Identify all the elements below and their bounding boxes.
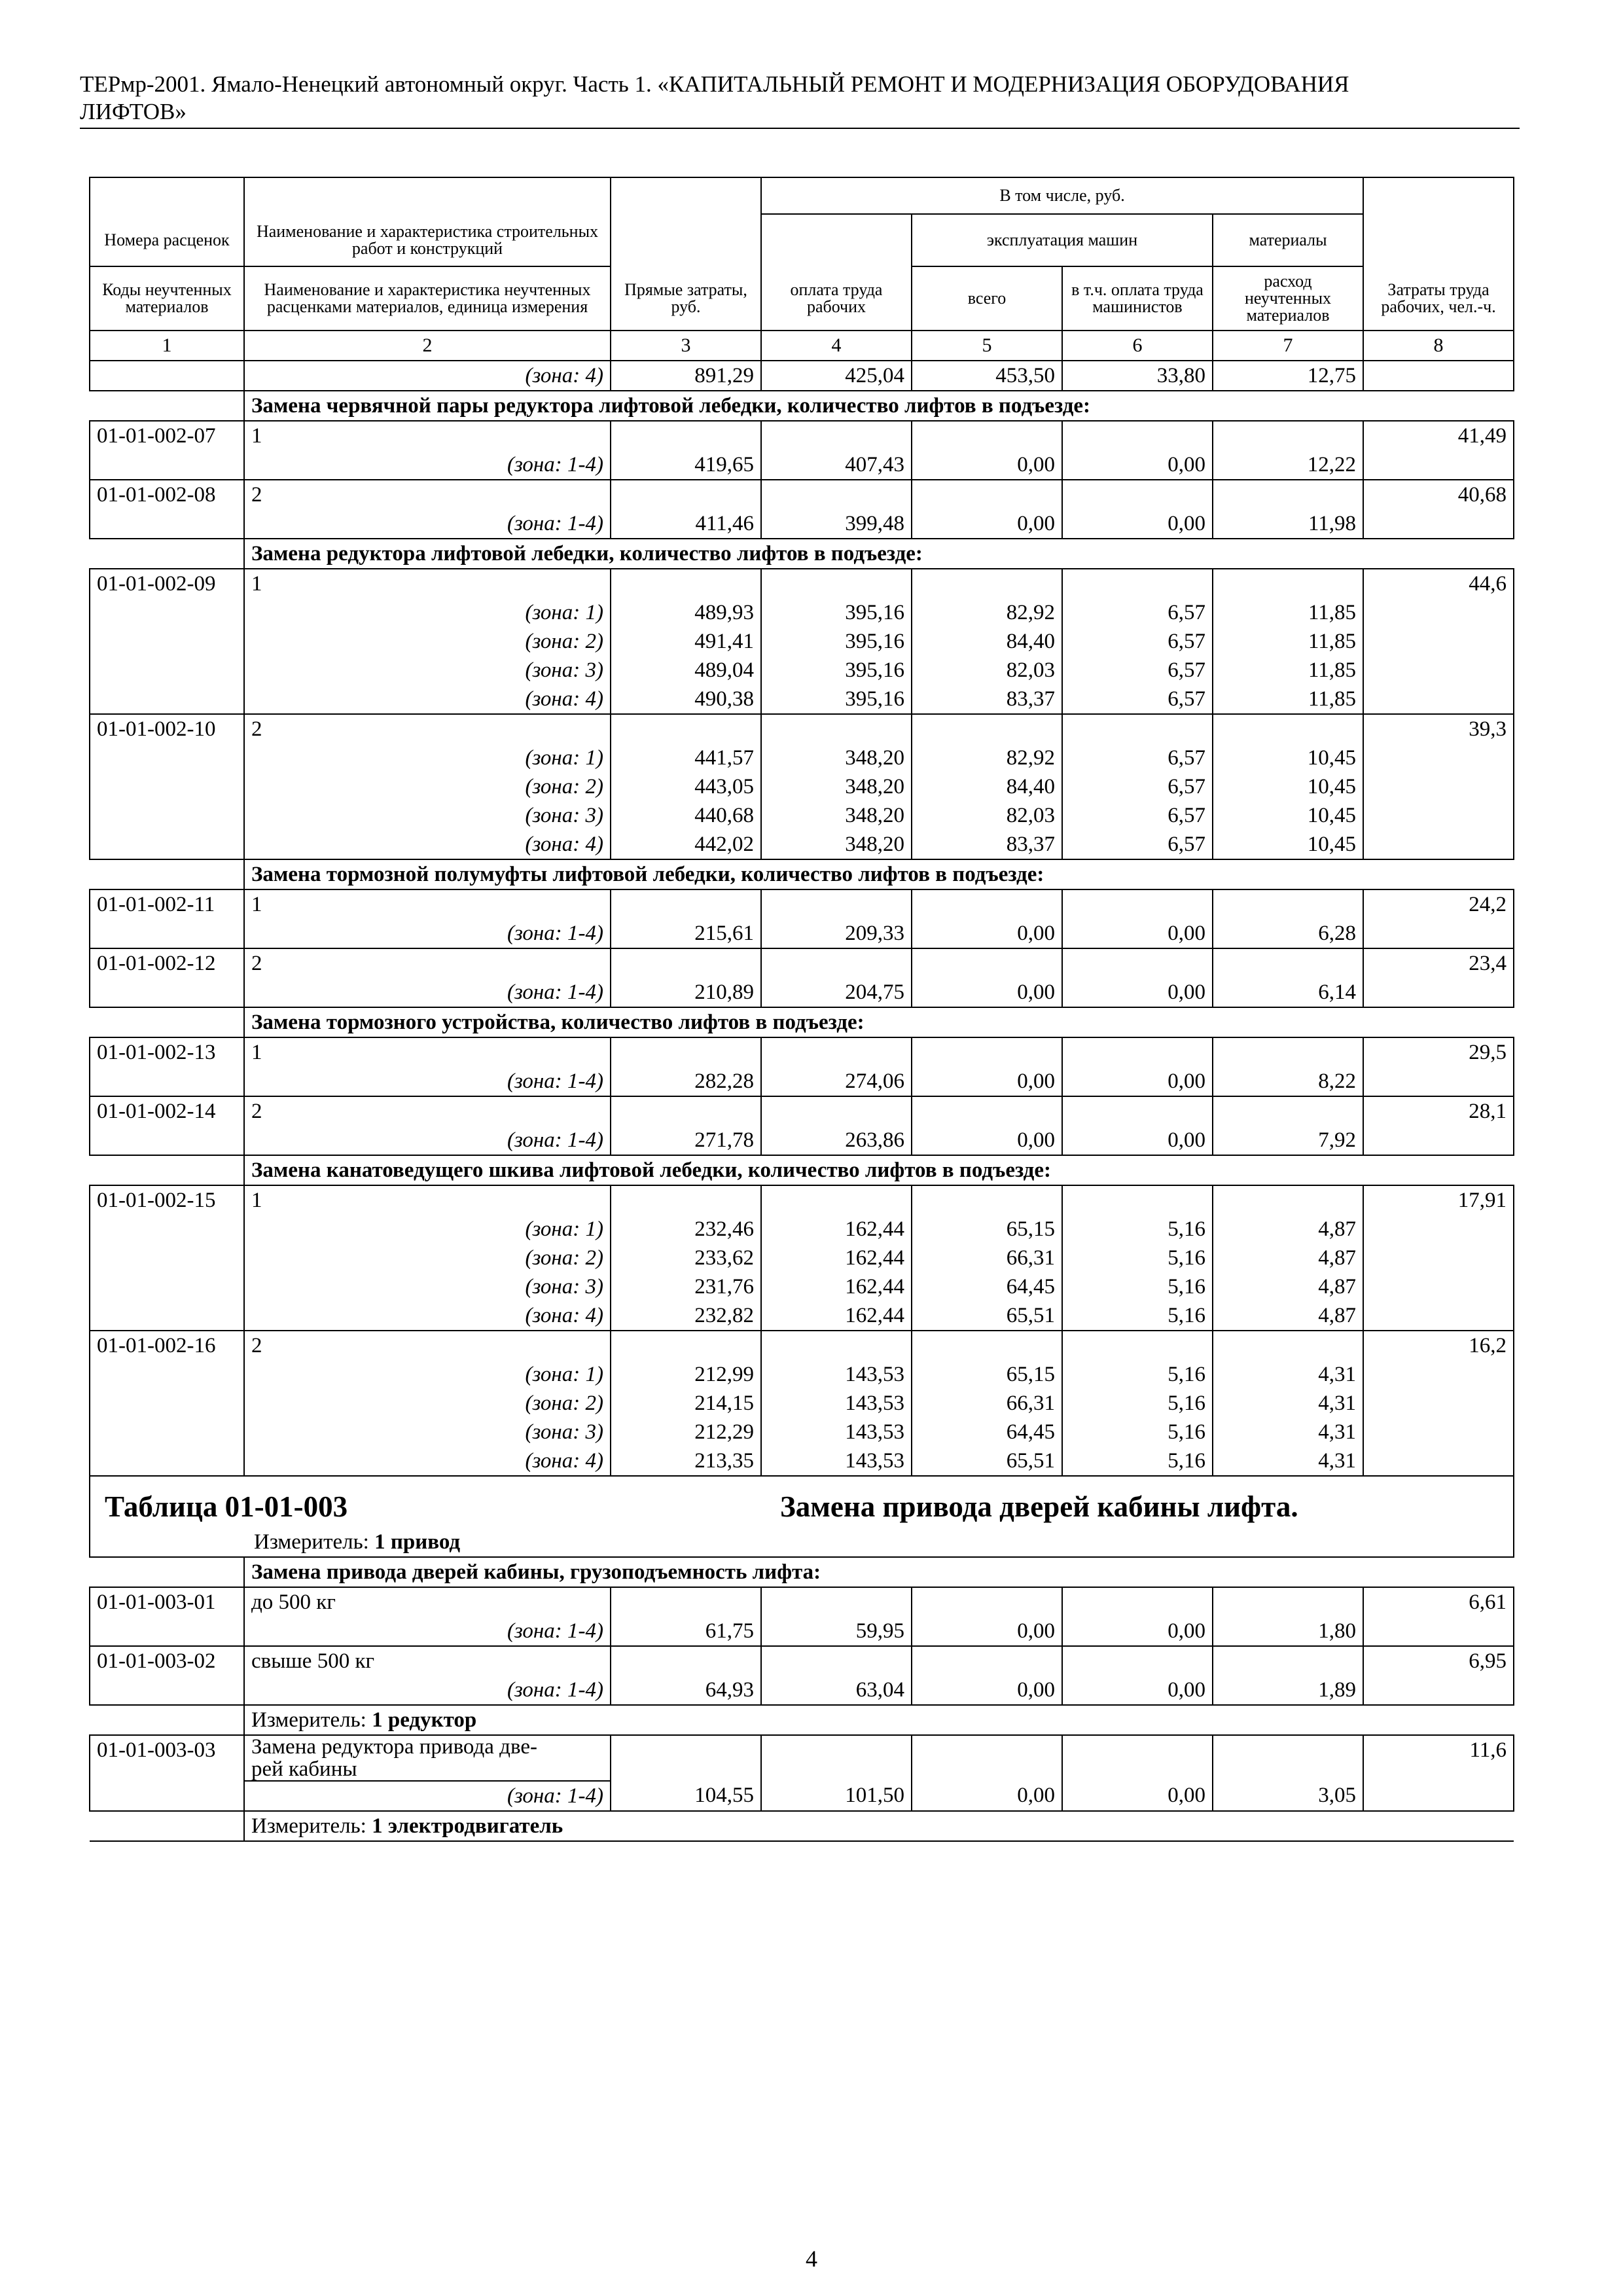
table-row bbox=[90, 627, 1514, 656]
section-title: Замена червячной пары редуктора лифтовой лебедки, количество лифтов в подъезде: bbox=[244, 391, 1514, 421]
header-col5: всего bbox=[912, 266, 1062, 331]
table-row bbox=[90, 598, 1514, 627]
cell-machinists-pay: 0,00 bbox=[1062, 1067, 1213, 1096]
rate-code: 01-01-003-02 bbox=[90, 1646, 244, 1705]
cell-direct-cost: 212,29 bbox=[611, 1418, 761, 1446]
header-rule bbox=[80, 128, 1520, 129]
cell-labor-pay: 162,44 bbox=[761, 1244, 912, 1272]
cell-materials: 6,14 bbox=[1213, 978, 1363, 1007]
table-row bbox=[90, 450, 1514, 480]
cell-labor-pay: 407,43 bbox=[761, 450, 912, 480]
zone-label: (зона: 4) bbox=[244, 361, 611, 391]
cell-direct-cost: 210,89 bbox=[611, 978, 761, 1007]
item-name: 2 bbox=[244, 480, 611, 509]
rates-table bbox=[89, 177, 1514, 1842]
header-group-machines: эксплуатация машин bbox=[912, 214, 1213, 266]
cell-materials: 4,31 bbox=[1213, 1418, 1363, 1446]
item-name: 1 bbox=[244, 1185, 611, 1215]
cell-machines-total: 0,00 bbox=[912, 509, 1062, 539]
cell-direct-cost: 215,61 bbox=[611, 919, 761, 948]
item-name: 2 bbox=[244, 1096, 611, 1126]
table-row bbox=[90, 744, 1514, 772]
col-number: 2 bbox=[244, 331, 611, 361]
table-row bbox=[90, 889, 1514, 919]
rate-code: 01-01-002-07 bbox=[90, 421, 244, 480]
cell-direct-cost: 61,75 bbox=[611, 1617, 761, 1646]
cell-labor-pay: 263,86 bbox=[761, 1126, 912, 1155]
cell-materials: 11,85 bbox=[1213, 685, 1363, 714]
zone-label: (зона: 1) bbox=[244, 744, 611, 772]
rate-code: 01-01-002-15 bbox=[90, 1185, 244, 1331]
cell-direct-cost: 441,57 bbox=[611, 744, 761, 772]
cell-machines-total: 0,00 bbox=[912, 978, 1062, 1007]
cell-machines-total: 82,92 bbox=[912, 744, 1062, 772]
section-title-row bbox=[90, 1557, 1514, 1587]
table-row bbox=[90, 1617, 1514, 1646]
cell-labor-pay: 143,53 bbox=[761, 1360, 912, 1389]
cell-machinists-pay: 5,16 bbox=[1062, 1301, 1213, 1331]
cell-machinists-pay: 0,00 bbox=[1062, 1617, 1213, 1646]
table-row bbox=[90, 1446, 1514, 1476]
page-header bbox=[80, 71, 1520, 126]
cell-machinists-pay: 0,00 bbox=[1062, 1676, 1213, 1705]
zone-label: (зона: 1-4) bbox=[244, 978, 611, 1007]
header-line-2: ЛИФТОВ» bbox=[80, 99, 187, 124]
item-name bbox=[244, 1735, 611, 1781]
table-title-row bbox=[90, 1476, 1514, 1557]
cell-labor-pay: 395,16 bbox=[761, 627, 912, 656]
cell-labor-pay: 348,20 bbox=[761, 830, 912, 859]
table-row bbox=[90, 1389, 1514, 1418]
zone-label: (зона: 4) bbox=[244, 685, 611, 714]
header-col8: Затраты труда рабочих, чел.-ч. bbox=[1363, 266, 1514, 331]
item-name: 2 bbox=[244, 948, 611, 978]
item-name: 1 bbox=[244, 421, 611, 450]
cell-materials: 11,85 bbox=[1213, 627, 1363, 656]
rate-code: 01-01-002-12 bbox=[90, 948, 244, 1007]
cell-machines-total: 84,40 bbox=[912, 627, 1062, 656]
cell-machines-total: 83,37 bbox=[912, 830, 1062, 859]
cell-labor-hours: 23,4 bbox=[1363, 948, 1514, 1007]
header-col2-top: Наименование и характеристика строительных работ и конструкций bbox=[244, 214, 611, 266]
cell-direct-cost: 489,04 bbox=[611, 656, 761, 685]
cell-direct-cost: 231,76 bbox=[611, 1272, 761, 1301]
cell-materials: 4,87 bbox=[1213, 1244, 1363, 1272]
item-name: 2 bbox=[244, 714, 611, 744]
cell-machines-total: 82,03 bbox=[912, 656, 1062, 685]
col-number: 8 bbox=[1363, 331, 1514, 361]
cell-machines-total: 84,40 bbox=[912, 772, 1062, 801]
zone-label: (зона: 1-4) bbox=[244, 1067, 611, 1096]
section-title-row bbox=[90, 1155, 1514, 1185]
cell-machinists-pay: 0,00 bbox=[1062, 978, 1213, 1007]
cell-machinists-pay: 0,00 bbox=[1062, 1781, 1213, 1811]
table-row bbox=[90, 1735, 1514, 1781]
section-title: Замена привода дверей кабины, грузоподъемность лифта: bbox=[244, 1557, 1514, 1587]
cell-machines-total: 0,00 bbox=[912, 450, 1062, 480]
cell-machines-total: 83,37 bbox=[912, 685, 1062, 714]
table-label: Таблица 01-01-003 bbox=[105, 1490, 348, 1523]
cell-labor-hours: 40,68 bbox=[1363, 480, 1514, 539]
header-col1-bottom: Коды неучтенных материалов bbox=[90, 266, 244, 331]
table-row bbox=[90, 509, 1514, 539]
cell-labor-hours: 17,91 bbox=[1363, 1185, 1514, 1331]
section-title: Замена канатоведущего шкива лифтовой лебедки, количество лифтов в подъезде: bbox=[244, 1155, 1514, 1185]
cell-machines-total: 66,31 bbox=[912, 1389, 1062, 1418]
cell-labor-pay: 348,20 bbox=[761, 801, 912, 830]
zone-label: (зона: 1-4) bbox=[244, 1617, 611, 1646]
rate-code: 01-01-003-03 bbox=[90, 1735, 244, 1811]
cell-labor-pay: 395,16 bbox=[761, 656, 912, 685]
measure-label: Измеритель: bbox=[251, 1708, 372, 1732]
zone-label: (зона: 1) bbox=[244, 1360, 611, 1389]
table-row bbox=[90, 1067, 1514, 1096]
zone-label: (зона: 3) bbox=[244, 801, 611, 830]
cell-labor-pay: 162,44 bbox=[761, 1301, 912, 1331]
header-line-1: ТЕРмр-2001. Ямало-Ненецкий автономный округ. Часть 1. «КАПИТАЛЬНЫЙ РЕМОНТ И МОДЕРНИЗАЦИЯ ОБОРУДОВАНИЯ bbox=[80, 71, 1349, 97]
rate-code: 01-01-002-11 bbox=[90, 889, 244, 948]
measure-unit bbox=[254, 1528, 1499, 1556]
cell-machinists-pay: 0,00 bbox=[1062, 450, 1213, 480]
cell-direct-cost: 491,41 bbox=[611, 627, 761, 656]
rate-code: 01-01-002-09 bbox=[90, 569, 244, 714]
cell-labor-pay: 63,04 bbox=[761, 1676, 912, 1705]
cell-labor-hours: 29,5 bbox=[1363, 1037, 1514, 1096]
table-row bbox=[90, 1215, 1514, 1244]
rate-code: 01-01-002-14 bbox=[90, 1096, 244, 1155]
cell-direct-cost: 443,05 bbox=[611, 772, 761, 801]
cell-direct-cost: 440,68 bbox=[611, 801, 761, 830]
table-row bbox=[90, 656, 1514, 685]
cell-direct-cost: 64,93 bbox=[611, 1676, 761, 1705]
table-row bbox=[90, 1244, 1514, 1272]
table-row bbox=[90, 361, 1514, 391]
cell-materials: 4,87 bbox=[1213, 1272, 1363, 1301]
cell-direct-cost: 282,28 bbox=[611, 1067, 761, 1096]
measure-label: Измеритель: bbox=[251, 1814, 372, 1838]
header-col2-bottom: Наименование и характеристика неучтенных расценками материалов, единица измерения bbox=[244, 266, 611, 331]
table-row bbox=[90, 569, 1514, 598]
zone-label: (зона: 1) bbox=[244, 1215, 611, 1244]
cell-machines-total: 66,31 bbox=[912, 1244, 1062, 1272]
cell-machines-total: 82,92 bbox=[912, 598, 1062, 627]
cell-labor-hours: 28,1 bbox=[1363, 1096, 1514, 1155]
cell-direct-cost: 214,15 bbox=[611, 1389, 761, 1418]
cell-machinists-pay: 6,57 bbox=[1062, 598, 1213, 627]
cell-direct-cost: 104,55 bbox=[611, 1781, 761, 1811]
section-title-row bbox=[90, 539, 1514, 569]
rate-code: 01-01-002-08 bbox=[90, 480, 244, 539]
cell-direct-cost: 489,93 bbox=[611, 598, 761, 627]
cell-labor-pay: 425,04 bbox=[761, 361, 912, 391]
cell-machinists-pay: 0,00 bbox=[1062, 919, 1213, 948]
cell-materials: 12,75 bbox=[1213, 361, 1363, 391]
cell-materials: 1,89 bbox=[1213, 1676, 1363, 1705]
header-col4: оплата труда рабочих bbox=[761, 266, 912, 331]
table-row bbox=[90, 1272, 1514, 1301]
cell-materials: 7,92 bbox=[1213, 1126, 1363, 1155]
zone-label: (зона: 1-4) bbox=[244, 1676, 611, 1705]
cell-labor-hours: 11,6 bbox=[1363, 1735, 1514, 1811]
cell-machines-total: 82,03 bbox=[912, 801, 1062, 830]
cell-labor-hours: 6,61 bbox=[1363, 1587, 1514, 1646]
cell-materials: 1,80 bbox=[1213, 1617, 1363, 1646]
cell-machines-total: 65,51 bbox=[912, 1446, 1062, 1476]
cell-labor-pay: 399,48 bbox=[761, 509, 912, 539]
measure-value: 1 электродвигатель bbox=[372, 1814, 563, 1838]
cell-direct-cost: 271,78 bbox=[611, 1126, 761, 1155]
cell-machinists-pay: 6,57 bbox=[1062, 772, 1213, 801]
cell-materials: 11,98 bbox=[1213, 509, 1363, 539]
cell-machines-total: 0,00 bbox=[912, 1617, 1062, 1646]
col-number: 6 bbox=[1062, 331, 1213, 361]
item-name-line: рей кабины bbox=[251, 1757, 357, 1781]
cell-machines-total: 453,50 bbox=[912, 361, 1062, 391]
table-row bbox=[90, 1587, 1514, 1617]
cell-direct-cost: 232,46 bbox=[611, 1215, 761, 1244]
cell-machinists-pay: 0,00 bbox=[1062, 509, 1213, 539]
cell-machines-total: 0,00 bbox=[912, 1067, 1062, 1096]
table-row bbox=[90, 1185, 1514, 1215]
zone-label: (зона: 2) bbox=[244, 1389, 611, 1418]
cell-labor-pay: 143,53 bbox=[761, 1446, 912, 1476]
zone-label: (зона: 4) bbox=[244, 830, 611, 859]
cell-labor-pay: 395,16 bbox=[761, 598, 912, 627]
cell-materials: 4,31 bbox=[1213, 1446, 1363, 1476]
cell-labor-pay: 101,50 bbox=[761, 1781, 912, 1811]
cell-direct-cost: 442,02 bbox=[611, 830, 761, 859]
measure-value: 1 редуктор bbox=[372, 1708, 477, 1732]
rate-code: 01-01-003-01 bbox=[90, 1587, 244, 1646]
section-title-row bbox=[90, 859, 1514, 889]
zone-label: (зона: 1-4) bbox=[244, 509, 611, 539]
cell-machinists-pay: 6,57 bbox=[1062, 656, 1213, 685]
cell-direct-cost: 891,29 bbox=[611, 361, 761, 391]
measure-row bbox=[90, 1705, 1514, 1735]
zone-label: (зона: 1-4) bbox=[244, 1126, 611, 1155]
cell-direct-cost: 490,38 bbox=[611, 685, 761, 714]
item-name-line: Замена редуктора привода две- bbox=[251, 1735, 537, 1759]
item-name: 2 bbox=[244, 1331, 611, 1360]
item-name: 1 bbox=[244, 1037, 611, 1067]
cell-machinists-pay: 33,80 bbox=[1062, 361, 1213, 391]
header-group-materials: материалы bbox=[1213, 214, 1363, 266]
cell-machines-total: 65,15 bbox=[912, 1215, 1062, 1244]
section-title-row bbox=[90, 1007, 1514, 1037]
cell-labor-hours: 6,95 bbox=[1363, 1646, 1514, 1705]
section-title: Замена тормозного устройства, количество лифтов в подъезде: bbox=[244, 1007, 1514, 1037]
rate-code: 01-01-002-16 bbox=[90, 1331, 244, 1476]
cell-machinists-pay: 5,16 bbox=[1062, 1389, 1213, 1418]
table-row bbox=[90, 830, 1514, 859]
cell-machinists-pay: 5,16 bbox=[1062, 1244, 1213, 1272]
table-row bbox=[90, 801, 1514, 830]
cell-materials: 10,45 bbox=[1213, 801, 1363, 830]
table-row bbox=[90, 714, 1514, 744]
measure-unit bbox=[244, 1811, 1514, 1841]
cell-materials: 10,45 bbox=[1213, 830, 1363, 859]
cell-labor-pay: 348,20 bbox=[761, 744, 912, 772]
cell-materials: 10,45 bbox=[1213, 744, 1363, 772]
table-row bbox=[90, 1301, 1514, 1331]
table-row bbox=[90, 919, 1514, 948]
table-row bbox=[90, 948, 1514, 978]
item-name: 1 bbox=[244, 569, 611, 598]
zone-label: (зона: 1-4) bbox=[244, 1781, 611, 1811]
cell-machinists-pay: 5,16 bbox=[1062, 1360, 1213, 1389]
cell-machinists-pay: 6,57 bbox=[1062, 830, 1213, 859]
cell-labor-pay: 209,33 bbox=[761, 919, 912, 948]
zone-label: (зона: 2) bbox=[244, 1244, 611, 1272]
cell-machinists-pay: 6,57 bbox=[1062, 801, 1213, 830]
zone-label: (зона: 1-4) bbox=[244, 450, 611, 480]
cell-labor-pay: 59,95 bbox=[761, 1617, 912, 1646]
cell-labor-pay: 162,44 bbox=[761, 1272, 912, 1301]
table-name: Замена привода дверей кабины лифта. bbox=[780, 1490, 1298, 1523]
cell-materials: 10,45 bbox=[1213, 772, 1363, 801]
cell-materials: 4,31 bbox=[1213, 1360, 1363, 1389]
zone-label: (зона: 2) bbox=[244, 772, 611, 801]
zone-label: (зона: 3) bbox=[244, 656, 611, 685]
cell-machines-total: 65,15 bbox=[912, 1360, 1062, 1389]
table-row bbox=[90, 1646, 1514, 1676]
table-row bbox=[90, 1037, 1514, 1067]
measure-unit bbox=[244, 1705, 1514, 1735]
cell-labor-pay: 274,06 bbox=[761, 1067, 912, 1096]
cell-machines-total: 64,45 bbox=[912, 1418, 1062, 1446]
table-row bbox=[90, 1126, 1514, 1155]
table-row bbox=[90, 978, 1514, 1007]
col-number: 1 bbox=[90, 331, 244, 361]
cell-labor-pay: 348,20 bbox=[761, 772, 912, 801]
cell-materials: 4,87 bbox=[1213, 1215, 1363, 1244]
header-col1-top: Номера расценок bbox=[90, 214, 244, 266]
cell-materials: 12,22 bbox=[1213, 450, 1363, 480]
item-name: до 500 кг bbox=[244, 1587, 611, 1617]
cell-machinists-pay: 5,16 bbox=[1062, 1272, 1213, 1301]
zone-label: (зона: 3) bbox=[244, 1418, 611, 1446]
table-row bbox=[90, 1418, 1514, 1446]
col-number: 3 bbox=[611, 331, 761, 361]
table-row bbox=[90, 421, 1514, 450]
cell-machinists-pay: 5,16 bbox=[1062, 1418, 1213, 1446]
cell-materials: 4,87 bbox=[1213, 1301, 1363, 1331]
cell-materials: 4,31 bbox=[1213, 1389, 1363, 1418]
cell-machinists-pay: 5,16 bbox=[1062, 1215, 1213, 1244]
cell-machines-total: 0,00 bbox=[912, 1676, 1062, 1705]
cell-machinists-pay: 6,57 bbox=[1062, 744, 1213, 772]
cell-direct-cost: 411,46 bbox=[611, 509, 761, 539]
measure-row bbox=[90, 1811, 1514, 1841]
cell-direct-cost: 233,62 bbox=[611, 1244, 761, 1272]
cell-materials: 8,22 bbox=[1213, 1067, 1363, 1096]
cell-labor-hours: 39,3 bbox=[1363, 714, 1514, 859]
cell-machines-total: 64,45 bbox=[912, 1272, 1062, 1301]
cell-machines-total: 0,00 bbox=[912, 1781, 1062, 1811]
cell-machines-total: 0,00 bbox=[912, 1126, 1062, 1155]
cell-labor-hours: 44,6 bbox=[1363, 569, 1514, 714]
cell-labor-pay: 143,53 bbox=[761, 1389, 912, 1418]
table-row bbox=[90, 1096, 1514, 1126]
section-title: Замена редуктора лифтовой лебедки, количество лифтов в подъезде: bbox=[244, 539, 1514, 569]
header-col3: Прямые затраты, руб. bbox=[611, 266, 761, 331]
col-number: 7 bbox=[1213, 331, 1363, 361]
table-row bbox=[90, 1360, 1514, 1389]
table-row bbox=[90, 1331, 1514, 1360]
col-number: 4 bbox=[761, 331, 912, 361]
cell-materials: 3,05 bbox=[1213, 1781, 1363, 1811]
header-col7: расход неучтенных материалов bbox=[1213, 266, 1363, 331]
cell-labor-hours: 24,2 bbox=[1363, 889, 1514, 948]
item-name: 1 bbox=[244, 889, 611, 919]
header-col6: в т.ч. оплата труда машинистов bbox=[1062, 266, 1213, 331]
table-row bbox=[90, 772, 1514, 801]
section-title-row bbox=[90, 391, 1514, 421]
cell-labor-pay: 162,44 bbox=[761, 1215, 912, 1244]
table-title-block bbox=[90, 1476, 1514, 1557]
cell-machines-total: 65,51 bbox=[912, 1301, 1062, 1331]
rate-code: 01-01-002-10 bbox=[90, 714, 244, 859]
measure-label: Измеритель: bbox=[254, 1530, 375, 1554]
cell-direct-cost: 232,82 bbox=[611, 1301, 761, 1331]
zone-label: (зона: 3) bbox=[244, 1272, 611, 1301]
cell-labor-hours: 41,49 bbox=[1363, 421, 1514, 480]
zone-label: (зона: 4) bbox=[244, 1446, 611, 1476]
cell-materials: 11,85 bbox=[1213, 598, 1363, 627]
table-row bbox=[90, 480, 1514, 509]
cell-materials: 11,85 bbox=[1213, 656, 1363, 685]
cell-direct-cost: 213,35 bbox=[611, 1446, 761, 1476]
zone-label: (зона: 2) bbox=[244, 627, 611, 656]
cell-labor-pay: 395,16 bbox=[761, 685, 912, 714]
cell-machinists-pay: 6,57 bbox=[1062, 685, 1213, 714]
cell-labor-pay: 143,53 bbox=[761, 1418, 912, 1446]
cell-labor-pay: 204,75 bbox=[761, 978, 912, 1007]
cell-machinists-pay: 6,57 bbox=[1062, 627, 1213, 656]
item-name: свыше 500 кг bbox=[244, 1646, 611, 1676]
zone-label: (зона: 1-4) bbox=[244, 919, 611, 948]
table-row bbox=[90, 1781, 1514, 1811]
rate-code: 01-01-002-13 bbox=[90, 1037, 244, 1096]
zone-label: (зона: 1) bbox=[244, 598, 611, 627]
table-row bbox=[90, 685, 1514, 714]
cell-labor-hours: 16,2 bbox=[1363, 1331, 1514, 1476]
cell-machines-total: 0,00 bbox=[912, 919, 1062, 948]
section-title: Замена тормозной полумуфты лифтовой лебедки, количество лифтов в подъезде: bbox=[244, 859, 1514, 889]
page-number: 4 bbox=[806, 2246, 817, 2272]
cell-machinists-pay: 5,16 bbox=[1062, 1446, 1213, 1476]
cell-direct-cost: 419,65 bbox=[611, 450, 761, 480]
col-number: 5 bbox=[912, 331, 1062, 361]
zone-label: (зона: 4) bbox=[244, 1301, 611, 1331]
table-row bbox=[90, 1676, 1514, 1705]
cell-direct-cost: 212,99 bbox=[611, 1360, 761, 1389]
measure-value: 1 привод bbox=[374, 1530, 461, 1554]
cell-machinists-pay: 0,00 bbox=[1062, 1126, 1213, 1155]
header-group-incl: В том числе, руб. bbox=[761, 177, 1363, 214]
cell-materials: 6,28 bbox=[1213, 919, 1363, 948]
